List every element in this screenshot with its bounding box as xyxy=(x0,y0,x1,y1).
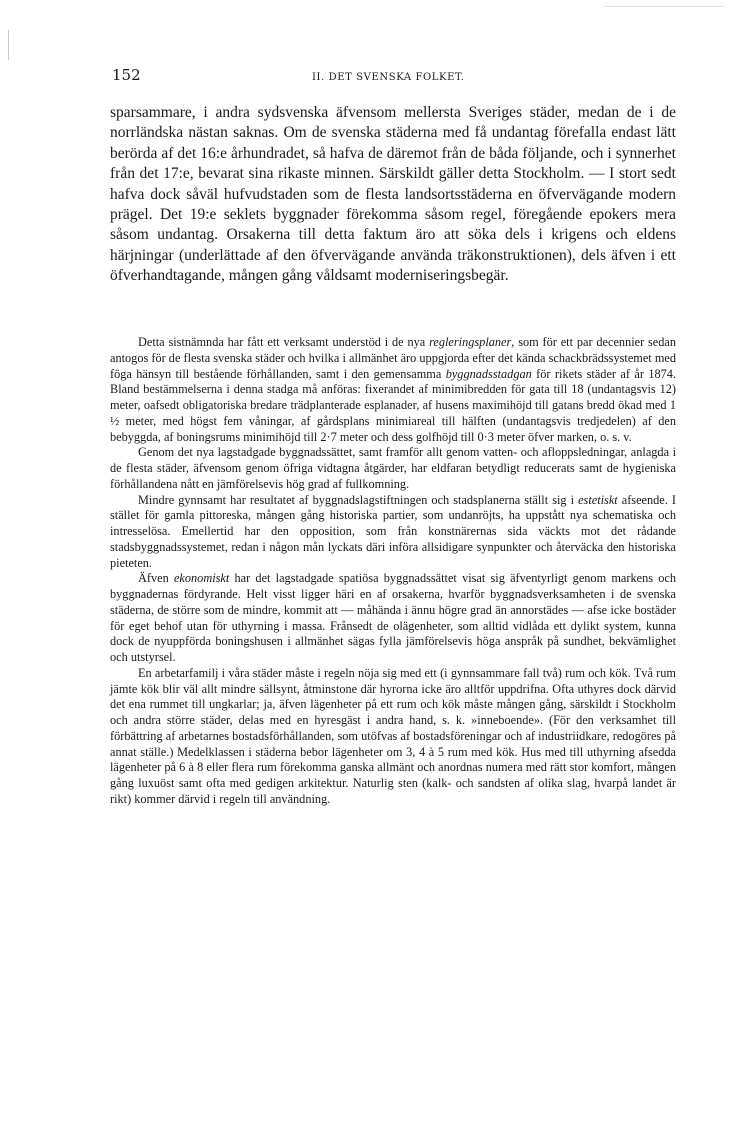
small-print-section xyxy=(110,335,676,808)
scan-edge-mark-top xyxy=(604,6,724,7)
page-header xyxy=(112,66,678,88)
text-run: , som för ett par decennier sedan antogos för de flesta svenska städer och hvilka i allmänhet äro uppgjorda efter det kända schackbrädssystemet med föga hänsyn till bestående förhållanden, samt i den gemensamma xyxy=(110,335,676,381)
scan-edge-mark xyxy=(8,30,9,60)
emphasis-estetiskt: estetiskt xyxy=(578,492,618,507)
paragraph-estetiskt xyxy=(110,493,676,572)
main-paragraph: sparsammare, i andra sydsvenska äfvensom mellersta Sveriges städer, medan de i de norrländska nästan saknas. Om de svenska städerna med få undantag förefalla endast lätt berörda af det 16:e århundradet, så hafva de däremot från de båda följande, och i synnerhet från det 17:e, bevarat sina rikaste minnen. Särskildt gäller detta Stockholm. — I stort sedt hafva dock såväl hufvudstaden som de flesta landsortsstäderna en öfvervägande modern prägel. Det 19:e seklets byggnader förekomma såsom regel, föregående epokers mera såsom undantag. Orsakerna till detta faktum äro att söka dels i krigens och eldens härjningar (underlättade af den öfvervägande använda träkonstruktionen), dels äfven i ett öfverhandtagande, mången gång våldsamt moderniseringsbegär. xyxy=(110,104,676,285)
paragraph-ekonomiskt xyxy=(110,571,676,666)
paragraph-lagstadgade: Genom det nya lagstadgade byggnadssättet, samt framför allt genom vatten- och afloppsledningar, anlagda i de flesta städer, äfvensom genom öfriga vidtagna åtgärder, har eldfaran betydligt reducerats samt de hygieniska förhållandena nått en jämförelsevis hög grad af fullkomning. xyxy=(110,445,676,491)
running-head: II. DET SVENSKA FOLKET. xyxy=(312,72,465,83)
paragraph-regleringsplaner xyxy=(110,335,676,445)
text-run: Detta sistnämnda har fått ett verksamt understöd i de nya xyxy=(138,335,430,349)
text-run: har det lagstadgade spatiösa byggnadssättet visat sig äfventyrligt genom markens och byggnadernas fördyrande. Helt visst ligger häri en af orsakerna, hvarför byggnadsverksamheten i de svenska städerna, de större som de mindre, kommit att — måhända i ännu högre grad än annorstädes — afse icke bostäder för eget behof utan för uthyrning i massa. Frånsedt de olägenheter, som alltid vidlåda ett dylikt system, kunna dock de nyuppförda boningshusen i allmänhet sägas fylla jämförelsevis höga anspråk på sundhet, bekvämlighet och utstyrsel. xyxy=(110,571,676,664)
text-run: Mindre gynnsamt har resultatet af byggnadslagstiftningen och stadsplanerna ställt sig i xyxy=(138,492,579,507)
emphasis-regleringsplaner: regleringsplaner xyxy=(429,335,512,349)
emphasis-ekonomiskt: ekonomiskt xyxy=(173,571,230,586)
page-number: 152 xyxy=(112,66,141,84)
emphasis-byggnadsstadgan: byggnadsstadgan xyxy=(445,366,532,381)
main-body-text xyxy=(110,103,676,287)
text-run: Äfven xyxy=(138,571,174,586)
text-run: afseende. I stället för gamla pittoreska, mången gång historiska partier, som undanröjts, ha uppstått nya schematiska och intresselösa. Emellertid har den opposition, som från konstnärernas sida väckts mot det rådande stadsbyggnadssystemet, redan i någon mån lyckats däri införa allsidigare synpunkter och återväcka den historiska pieteten. xyxy=(110,492,676,570)
paragraph-arbetarfamilj: En arbetarfamilj i våra städer måste i regeln nöja sig med ett (i gynnsammare fall två) rum och kök. Två rum jämte kök blir väl allt mindre sällsynt, åtminstone där hyrorna icke äro alltför uppdrifna. Ofta uthyres dock därvid det ena rummet till ungkarlar; ja, äfven lägenheter på ett rum och kök måste mången gång, särskildt i Stockholm och andra större städer, delas med en hyresgäst i andra hand, s. k. »inneboende». (För den verksamhet till förbättring af arbetarnes bostadsförhållanden, som utöfvas af bostadsföreningar och af industriidkare, redogöres på annat ställe.) Medelklassen i städerna bebor lägenheter om 3, 4 à 5 rum med kök. Hus med till uthyrning afsedda lägenheter på 6 à 8 eller flera rum förekomma ganska allmänt och anordnas numera med rätt stor komfort, mången gång luxuöst samt ofta med gedigen arkitektur. Naturlig sten (kalk- och sandsten af olika slag, hvarpå landet är rikt) kommer därvid i regeln till användning. xyxy=(110,665,676,806)
text-run: för rikets städer af år 1874. Bland bestämmelserna i denna stadga må anföras: fixerandet af minimibredden för gata till 18 (undantagsvis 12) meter, oafsedt obligatoriska bredare trädplanterade esplanader, af husens maximihöjd till gatans bredd ökad med 1 ½ meter, med högst fem våningar, af gårdsplans minimiareal till hälften (undantagsvis tredjedelen) af den bebyggda, af boningsrums minimihöjd till 2·7 meter och dess golfhöjd till 0·3 meter öfver marken, o. s. v. xyxy=(110,366,676,444)
